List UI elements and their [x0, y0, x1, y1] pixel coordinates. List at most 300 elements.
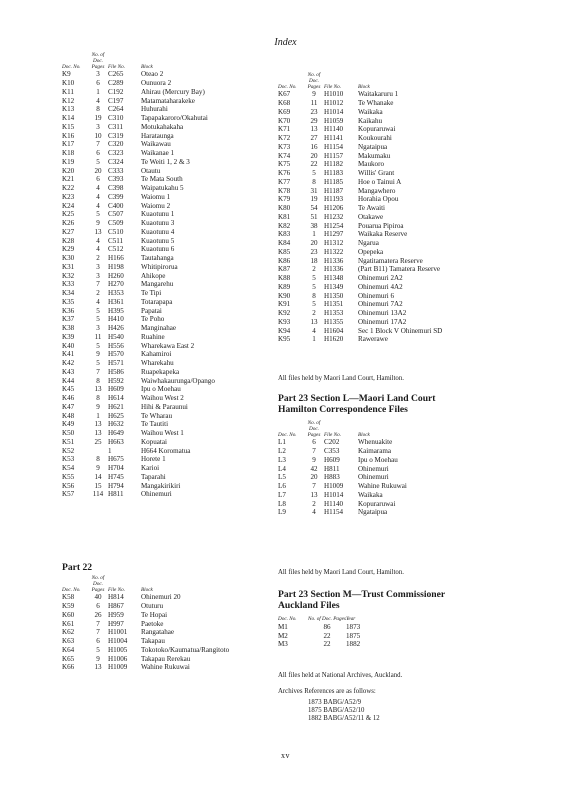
cell-block: Kaimarama [358, 447, 392, 456]
cell-pages [88, 447, 108, 456]
cell-pages: 22 [323, 631, 331, 640]
cell-file: C510 [108, 227, 124, 236]
cell-block: Ahikope [141, 271, 166, 280]
cell-pages: 22 [310, 160, 318, 169]
cell-block: Wahine Rukuwai [141, 663, 190, 672]
cell-file: H675 [108, 455, 124, 464]
section-l-title-line-1: Part 23 Section L—Maori Land Court [278, 393, 436, 404]
col-header-doc: Doc. No. [278, 431, 297, 438]
cell-pages: 25 [94, 437, 102, 446]
table-row [62, 403, 215, 412]
table-row [278, 327, 442, 336]
table-header-row [62, 53, 215, 70]
archives-refs [308, 699, 380, 723]
table-row [62, 237, 215, 246]
cell-doc: K20 [62, 166, 75, 175]
table-row [62, 611, 229, 620]
table-row [62, 429, 215, 438]
cell-file: H1140 [324, 125, 344, 134]
cell-pages: 8 [312, 291, 316, 300]
cell-pages: 5 [96, 157, 100, 166]
cell-block: Ngatitamatera Reserve [358, 256, 423, 265]
cell-file: H1010 [324, 90, 344, 99]
cell-block: Ahirau (Mercury Bay) [141, 87, 205, 96]
cell-block: Ohinemuri 4A2 [358, 282, 403, 291]
table-row [278, 292, 442, 301]
table-row [62, 280, 215, 289]
cell-doc: K15 [62, 122, 75, 131]
table-row [62, 464, 215, 473]
table-header-row [278, 73, 442, 90]
cell-pages: 7 [96, 619, 100, 628]
table-row [62, 88, 215, 97]
cell-block: Te Mata South [141, 175, 183, 184]
table-row [278, 465, 407, 474]
cell-pages: 11 [94, 332, 102, 341]
table-row [62, 490, 215, 499]
cell-doc: K61 [62, 619, 75, 628]
cell-file: H867 [108, 602, 124, 611]
cell-block: Ohinemuri 7A2 [358, 300, 403, 309]
table-row [62, 482, 215, 491]
cell-pages: 4 [96, 236, 100, 245]
cell-pages: 29 [310, 116, 318, 125]
cell-doc: K47 [62, 402, 75, 411]
cell-doc: M1 [278, 622, 288, 631]
table-row [278, 335, 442, 344]
cell-doc: K36 [62, 306, 75, 315]
cell-doc: K43 [62, 367, 75, 376]
cell-doc: K93 [278, 317, 291, 326]
cell-doc: K10 [62, 79, 75, 88]
cell-block: Kaikahu [358, 116, 383, 125]
cell-pages: 6 [96, 79, 100, 88]
table-row [62, 219, 215, 228]
cell-doc: K91 [278, 300, 291, 309]
table-row [278, 248, 442, 257]
cell-file: C320 [108, 140, 124, 149]
cell-doc: K44 [62, 376, 75, 385]
cell-file: H1206 [324, 204, 344, 213]
cell-block: Waiomu 1 [141, 192, 171, 201]
cell-pages: 3 [96, 70, 100, 79]
cell-pages: 7 [96, 628, 100, 637]
cell-block: Karioi [141, 464, 160, 473]
cell-block: Sec 1 Block V Ohinemuri SD [358, 326, 443, 335]
cell-doc: K62 [62, 628, 75, 637]
cell-file: H1604 [324, 326, 344, 335]
cell-pages: 5 [312, 300, 316, 309]
table-row [278, 265, 442, 274]
table-row [278, 187, 442, 196]
table-row [278, 230, 442, 239]
cell-pages: 1 [96, 87, 100, 96]
cell-doc: K50 [62, 429, 75, 438]
cell-file: H410 [108, 315, 124, 324]
cell-pages: 9 [96, 654, 100, 663]
table-row [278, 274, 442, 283]
cell-block: Kopuraruwai [358, 499, 396, 508]
cell-doc: L7 [278, 490, 286, 499]
cell-pages: 40 [94, 593, 102, 602]
cell-block: Opepeka [358, 247, 384, 256]
cell-block: Waikawau [141, 140, 171, 149]
cell-pages: 3 [96, 324, 100, 333]
table-row [62, 307, 215, 316]
cell-file: H198 [108, 262, 124, 271]
cell-pages: 5 [96, 645, 100, 654]
cell-pages: 5 [96, 315, 100, 324]
table-row [278, 125, 442, 134]
cell-file: H814 [108, 593, 124, 602]
cell-doc: L6 [278, 482, 286, 491]
table-body [278, 623, 386, 649]
cell-block: Ohinemuri 13A2 [358, 309, 407, 318]
cell-doc: K48 [62, 411, 75, 420]
cell-block: Te Wharau [141, 411, 173, 420]
cell-pages: 19 [310, 195, 318, 204]
cell-file: H1059 [324, 116, 344, 125]
cell-doc: K55 [62, 472, 75, 481]
table-row [62, 593, 229, 602]
cell-block: Kopuatai [141, 437, 168, 446]
cell-doc: K17 [62, 140, 75, 149]
cell-doc: K89 [278, 282, 291, 291]
cell-block: Ngataipua [358, 508, 388, 517]
cell-file: H1254 [324, 221, 344, 230]
table-row [278, 117, 442, 126]
col-header-file: File No. [324, 431, 342, 438]
cell-pages: 27 [310, 134, 318, 143]
table-row [62, 105, 215, 114]
cell-file: H1006 [108, 654, 128, 663]
table-row [278, 178, 442, 187]
cell-pages: 5 [96, 306, 100, 315]
cell-doc: K92 [278, 309, 291, 318]
col-header-pages: No. of Doc. Pages [91, 52, 105, 70]
cell-pages: 8 [312, 177, 316, 186]
table-row [278, 309, 442, 318]
table-row [62, 620, 229, 629]
cell-file: H632 [108, 420, 124, 429]
cell-block: Rangatahae [141, 628, 175, 637]
cell-pages: 6 [312, 438, 316, 447]
cell-file: C264 [108, 105, 124, 114]
cell-file: H1185 [324, 177, 344, 186]
cell-doc: K69 [278, 107, 291, 116]
table-row [62, 420, 215, 429]
cell-pages: 22 [323, 640, 331, 649]
cell-doc: K35 [62, 297, 75, 306]
cell-block: Mangawhero [358, 186, 396, 195]
cell-block: Ohinemuri 17A2 [358, 317, 407, 326]
cell-pages: 9 [312, 90, 316, 99]
col-header-file: File No. [324, 83, 342, 90]
cell-block: Waihou West 1 [141, 429, 184, 438]
cell-doc: K66 [62, 663, 75, 672]
cell-pages: 2 [312, 499, 316, 508]
cell-doc: K18 [62, 149, 75, 158]
cell-file: C399 [108, 192, 124, 201]
cell-block: Tapapakaroro/Okahutai [141, 114, 208, 123]
cell-doc: K76 [278, 169, 291, 178]
table-row [278, 318, 442, 327]
cell-doc: K57 [62, 490, 75, 499]
cell-block: Waikaka [358, 107, 383, 116]
table-row [62, 377, 215, 386]
cell-pages: 3 [96, 262, 100, 271]
cell-pages: 5 [96, 210, 100, 219]
cell-file: H1012 [324, 99, 344, 108]
cell-block: Hihi & Paraunui [141, 402, 188, 411]
cell-block: Te Tautiti [141, 420, 169, 429]
table-row [278, 438, 407, 447]
table-body [278, 438, 407, 517]
cell-pages: 9 [312, 455, 316, 464]
cell-pages: 51 [310, 212, 318, 221]
cell-pages: 13 [94, 385, 102, 394]
cell-pages: 7 [96, 280, 100, 289]
index-table-left-1 [62, 53, 215, 499]
right-column [278, 73, 528, 344]
table-row [62, 628, 229, 637]
cell-block: Rawerawe [358, 335, 388, 344]
cell-doc: K74 [278, 151, 291, 160]
cell-doc: K51 [62, 437, 75, 446]
note-national-archives: All files held at National Archives, Auckland. [278, 672, 403, 679]
cell-doc: K42 [62, 359, 75, 368]
cell-block: Takapau [141, 637, 165, 646]
cell-file: C202 [324, 438, 340, 447]
cell-block: Waipatukahu 5 [141, 184, 184, 193]
cell-block: Ngarua [358, 239, 379, 248]
cell-block: Ounuora 2 [141, 79, 172, 88]
cell-file: H1187 [324, 186, 344, 195]
cell-doc: K38 [62, 324, 75, 333]
cell-doc: K14 [62, 114, 75, 123]
cell-file: H704 [108, 464, 124, 473]
table-row [62, 202, 215, 211]
cell-pages: 8 [96, 394, 100, 403]
cell-file: C512 [108, 245, 124, 254]
cell-file: 1 [108, 446, 112, 455]
table-row [278, 447, 407, 456]
cell-block: Waitakaruru 1 [358, 90, 399, 99]
cell-block: Te Hopai [141, 610, 168, 619]
cell-doc: L1 [278, 438, 286, 447]
table-row [278, 222, 442, 231]
note-maori-land-court-2: All files held by Maori Land Court, Hamilton. [278, 569, 404, 576]
cell-block: Wahine Rukuwai [358, 482, 407, 491]
cell-pages: 5 [312, 274, 316, 283]
cell-doc: K22 [62, 184, 75, 193]
table-row [278, 482, 407, 491]
table-row [278, 213, 442, 222]
page-header: Index [274, 37, 297, 48]
section-m-table [278, 617, 386, 649]
cell-file: C192 [108, 87, 124, 96]
cell-pages: 8 [96, 105, 100, 114]
cell-file: H1322 [324, 247, 344, 256]
cell-pages: 6 [96, 175, 100, 184]
cell-file: C400 [108, 201, 124, 210]
cell-file: H811 [324, 464, 340, 473]
cell-block: Te Weiti 1, 2 & 3 [141, 157, 190, 166]
cell-doc: M2 [278, 631, 288, 640]
cell-pages: 8 [96, 455, 100, 464]
cell-file: C265 [108, 70, 124, 79]
cell-block: Ohinemuri 2A2 [358, 274, 403, 283]
cell-file: H1009 [324, 482, 344, 491]
cell-doc: K12 [62, 96, 75, 105]
cell-block: Te Awaiti [358, 204, 386, 213]
cell-pages: 20 [94, 166, 102, 175]
cell-block: Motukahakaha [141, 122, 184, 131]
cell-doc: L3 [278, 455, 286, 464]
table-row [278, 99, 442, 108]
col-header-doc: Doc. No. [278, 83, 297, 90]
cell-doc: L9 [278, 508, 286, 517]
cell-block: Totarapapa [141, 297, 173, 306]
cell-file: H1157 [324, 151, 344, 160]
cell-doc: K28 [62, 236, 75, 245]
cell-file: C324 [108, 157, 124, 166]
cell-doc: K95 [278, 335, 291, 344]
cell-doc: K63 [62, 637, 75, 646]
cell-file: H883 [324, 473, 340, 482]
cell-file: C507 [108, 210, 124, 219]
cell-block: Ohinemuri [358, 464, 389, 473]
table-row [278, 456, 407, 465]
table-row [278, 90, 442, 99]
cell-file: H1297 [324, 230, 344, 239]
cell-pages: 4 [96, 297, 100, 306]
table-body [62, 70, 215, 499]
cell-doc: K86 [278, 256, 291, 265]
cell-file: H353 [108, 289, 124, 298]
cell-doc: K33 [62, 280, 75, 289]
cell-file: C319 [108, 131, 124, 140]
cell-block: Ohinemuri [141, 490, 172, 499]
table-row [278, 632, 386, 641]
cell-year: 1873 [346, 622, 361, 631]
cell-block: Ruahine [141, 332, 165, 341]
col-header-year: Year [346, 616, 356, 622]
cell-doc: K31 [62, 262, 75, 271]
left-column-part22 [62, 576, 298, 672]
cell-doc: K23 [62, 192, 75, 201]
cell-doc: K68 [278, 99, 291, 108]
cell-doc: K80 [278, 204, 291, 213]
cell-pages: 14 [94, 472, 102, 481]
cell-doc: K54 [62, 464, 75, 473]
cell-pages: 31 [310, 186, 318, 195]
cell-file: H609 [324, 455, 340, 464]
cell-block: Te Whanake [358, 99, 394, 108]
cell-pages: 7 [96, 367, 100, 376]
cell-file: H260 [108, 271, 124, 280]
table-row [62, 315, 215, 324]
col-header-doc: Doc. No. [62, 63, 81, 70]
cell-file: H556 [108, 341, 124, 350]
archives-ref: 1882 BABG/A52/11 & 12 [308, 715, 380, 722]
cell-file: H1154 [324, 142, 344, 151]
cell-block: Whitipirorua [141, 262, 178, 271]
cell-doc: K67 [278, 90, 291, 99]
cell-file: H1620 [324, 335, 344, 344]
col-header-pages: No. of Doc. Pages [308, 616, 346, 622]
cell-doc: K90 [278, 291, 291, 300]
table-row [62, 333, 215, 342]
cell-block: H664 Koromatua [141, 446, 191, 455]
cell-file: H1004 [108, 637, 128, 646]
cell-block: Mangakirikiri [141, 481, 181, 490]
cell-block: Tautahanga [141, 254, 174, 263]
cell-pages: 5 [312, 169, 316, 178]
cell-file: H609 [108, 385, 124, 394]
cell-block: Waihou West 2 [141, 394, 184, 403]
cell-pages: 18 [310, 256, 318, 265]
cell-pages: 20 [310, 239, 318, 248]
table-row [278, 640, 386, 649]
table-row [62, 132, 215, 141]
table-row [62, 158, 215, 167]
section-l-title [278, 393, 436, 415]
table-row [62, 70, 215, 79]
cell-pages: 7 [312, 482, 316, 491]
table-row [62, 167, 215, 176]
cell-block: Waikanae 1 [141, 149, 175, 158]
table-row [62, 289, 215, 298]
table-row [62, 447, 215, 456]
col-header-file: File No. [108, 63, 126, 70]
cell-file: H1001 [108, 628, 128, 637]
cell-file: H621 [108, 402, 124, 411]
table-row [62, 385, 215, 394]
cell-pages: 11 [310, 99, 318, 108]
table-row [278, 195, 442, 204]
cell-block: Hoe o Tainui A [358, 177, 402, 186]
cell-block: Paetoke [141, 619, 164, 628]
cell-doc: K30 [62, 254, 75, 263]
cell-file: C311 [108, 122, 124, 131]
table-row [62, 350, 215, 359]
table-header-row [278, 421, 407, 438]
table-row [278, 508, 407, 517]
cell-file: H1014 [324, 490, 344, 499]
col-header-file: File No. [108, 586, 126, 593]
cell-pages: 38 [310, 221, 318, 230]
cell-pages: 4 [96, 96, 100, 105]
cell-doc: K24 [62, 201, 75, 210]
cell-file: H1232 [324, 212, 344, 221]
cell-file: H395 [108, 306, 124, 315]
cell-doc: K79 [278, 195, 291, 204]
table-row [62, 175, 215, 184]
page-number: xv [281, 751, 290, 760]
col-header-block: Block [141, 63, 153, 70]
cell-file: H959 [108, 610, 124, 619]
cell-file: H1154 [324, 508, 344, 517]
archives-ref: 1875 BABG/A52/10 [308, 707, 365, 714]
cell-block: Ruapekapeka [141, 367, 180, 376]
section-m-title-line-2: Auckland Files [278, 600, 340, 611]
cell-file: H1009 [108, 663, 128, 672]
cell-file: C310 [108, 114, 124, 123]
cell-pages: 16 [310, 142, 318, 151]
table-row [62, 184, 215, 193]
cell-pages: 1 [312, 230, 316, 239]
